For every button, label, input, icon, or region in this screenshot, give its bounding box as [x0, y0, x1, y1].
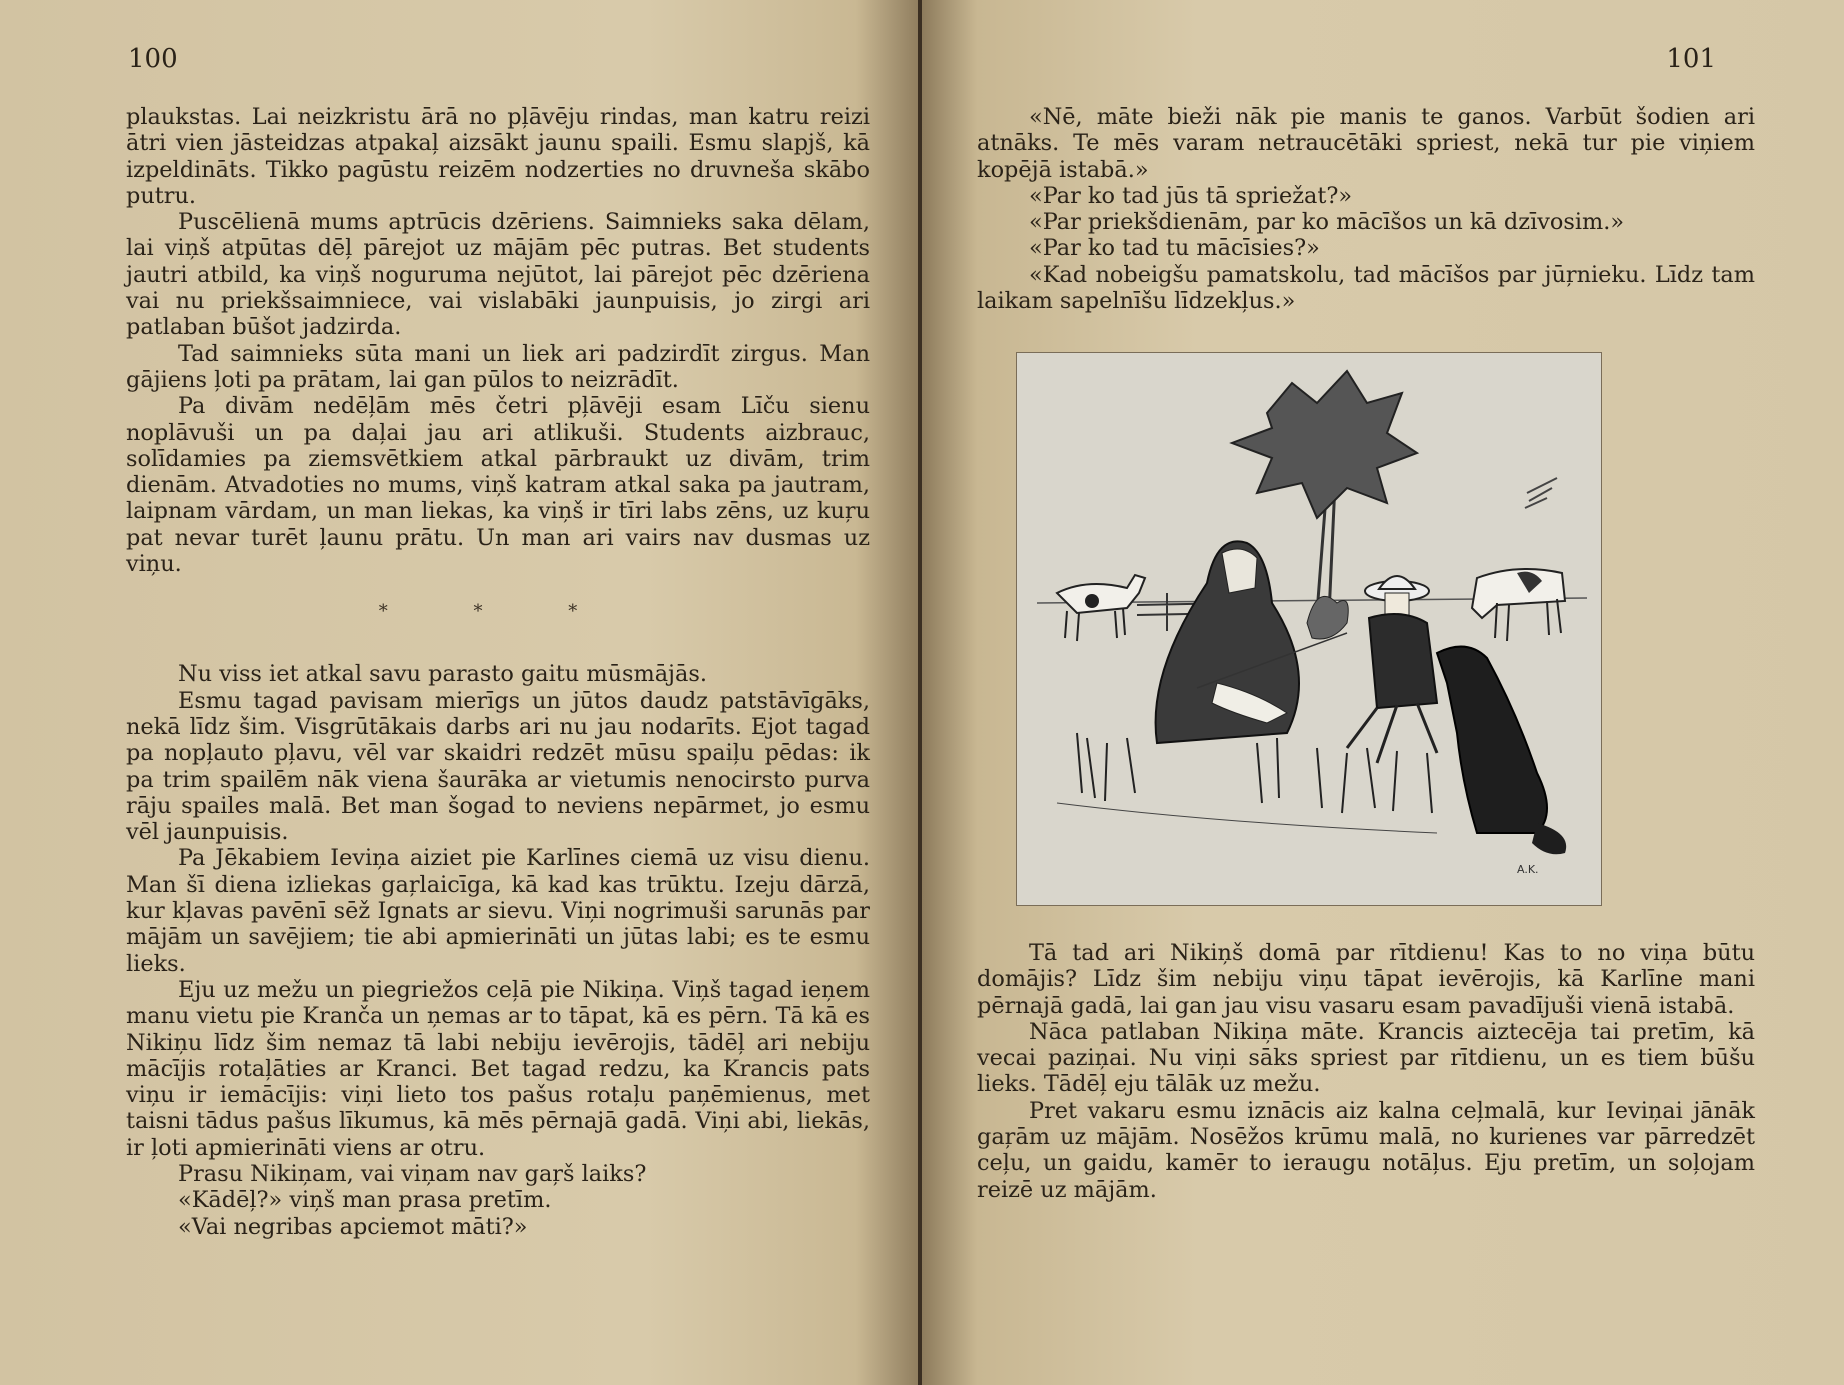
left-page	[0, 0, 920, 1385]
paragraph: «Kādēļ?» viņš man prasa pretīm.	[178, 1187, 552, 1214]
right-page-text-upper	[977, 104, 1755, 314]
paragraph: «Vai negribas apciemot māti?»	[178, 1213, 528, 1240]
illustration	[1016, 352, 1602, 906]
paragraph: Pret vakaru esmu iznācis aiz kalna ceļmalā, kur Ieviņai jānāk gaŗām uz mājām. Nosēžos krūmu malā, no kurienes var pārredzēt ceļu, un gaidu, kamēr to ieraugu notāļus. Eju pretīm, un soļojam reizē uz mājām.	[977, 1097, 1755, 1203]
paragraph: «Par ko tad tu mācīsies?»	[1029, 235, 1320, 262]
left-page-text	[126, 104, 870, 1240]
illustration-drawing	[1017, 353, 1601, 905]
illustration-signature: A.K.	[1517, 863, 1539, 876]
paragraph: Esmu tagad pavisam mierīgs un jūtos daudz patstāvīgāks, nekā līdz šim. Visgrūtākais darbs ari nu jau nodarīts. Ejot tagad pa nopļauto pļavu, vēl var skaidri redzēt mūsu spaiļu pēdas: ik pa trim spailēm nāk viena šaurāka ar vietumis nenocirsto purva rāju spailes malā. Bet man šogad to neviens nepārmet, jo esmu vēl jaunpuisis.	[126, 687, 870, 846]
paragraph: Prasu Nikiņam, vai viņam nav gaŗš laiks?	[178, 1160, 647, 1187]
paragraph: «Nē, māte bieži nāk pie manis te ganos. Varbūt šodien ari atnāks. Te mēs varam netraucētāki spriest, nekā tur pie viņiem kopējā istabā.»	[977, 104, 1755, 183]
paragraph: «Kad nobeigšu pamatskolu, tad mācīšos par jūŗnieku. Līdz tam laikam sapelnīšu līdzekļus.»	[977, 261, 1755, 315]
separator-text: * * *	[378, 601, 618, 623]
paragraph: «Par priekšdienām, par ko mācīšos un kā dzīvosim.»	[1029, 209, 1625, 236]
paragraph: Puscēlienā mums aptrūcis dzēriens. Saimnieks saka dēlam, lai viņš atpūtas dēļ pārejot uz mājām pēc putras. Bet students jautri atbild, ka viņš noguruma nejūtot, lai pārejot pēc dzēriena vai nu priekšsaimniece, vai vislabāki jaunpuisis, jo zirgi ari patlaban būšot jadzirda.	[126, 209, 870, 341]
paragraph: Nāca patlaban Nikiņa māte. Krancis aiztecēja tai pretīm, kā vecai paziņai. Nu viņi sāks spriest par rītdienu, un es tiem būšu lieks. Tādēļ eju tālāk uz mežu.	[977, 1018, 1755, 1098]
page-number-right: 101	[1666, 44, 1716, 74]
paragraph: Eju uz mežu un piegriežos ceļā pie Nikiņa. Viņš tagad ieņem manu vietu pie Kranča un ņemas ar to tāpat, kā es pērn. Tā kā es Nikiņu līdz šim nemaz tā labi nebiju ievērojis, tādēļ ari nebiju mācījis rotaļāties ar Kranci. Bet tagad redzu, ka Krancis pats viņu ir iemācījis: viņi lieto tos pašus rotaļu paņēmienus, met taisni tādus pašus līkumus, kā mēs pērnajā gadā. Viņi abi, liekās, ir ļoti apmierināti viens ar otru.	[126, 976, 870, 1161]
paragraph: Pa Jēkabiem Ieviņa aiziet pie Karlīnes ciemā uz visu dienu. Man šī diena izliekas gaŗlaicīga, kā kad kas trūktu. Izeju dārzā, kur kļavas pavēnī sēž Ignats ar sievu. Viņi nogrimuši sarunās par mājām un savējiem; tie abi apmierināti un jūtas labi; es te esmu lieks.	[126, 845, 870, 977]
paragraph: Pa divām nedēļām mēs četri pļāvēji esam Līču sienu noplāvuši un pa daļai jau ari atlikuši. Students aizbrauc, solīdamies pa ziemsvētkiem atkal pārbraukt uz divām, trim dienām. Atvadoties no mums, viņš katram atkal saka pa jautram, laipnam vārdam, un man liekas, ka viņš ir tīri labs zēns, uz kuŗu pat nevar turēt ļaunu prātu. Un man ari vairs nav dusmas uz viņu.	[126, 393, 870, 578]
section-separator	[126, 577, 870, 661]
paragraph: plaukstas. Lai neizkristu ārā no pļāvēju rindas, man katru reizi ātri vien jāsteidzas atpakaļ aizsākt jaunu spaili. Esmu slapjš, kā izpeldināts. Tikko pagūstu reizēm nodzerties no druvneša skābo putru.	[126, 104, 870, 209]
right-page-text-lower	[977, 940, 1755, 1203]
paragraph: Tad saimnieks sūta mani un liek ari padzirdīt zirgus. Man gājiens ļoti pa prātam, lai gan pūlos to neizrādīt.	[126, 340, 870, 393]
right-page	[922, 0, 1844, 1385]
page-number-left: 100	[128, 44, 178, 74]
paragraph: «Par ko tad jūs tā spriežat?»	[1029, 182, 1353, 209]
paragraph: Tā tad ari Nikiņš domā par rītdienu! Kas to no viņa būtu domājis? Līdz šim nebiju viņu tāpat ievērojis, kā Karlīne mani pērnajā gadā, lai gan jau visu vasaru esam pavadījuši vienā istabā.	[977, 940, 1755, 1019]
paragraph: Nu viss iet atkal savu parasto gaitu mūsmājās.	[178, 661, 707, 688]
